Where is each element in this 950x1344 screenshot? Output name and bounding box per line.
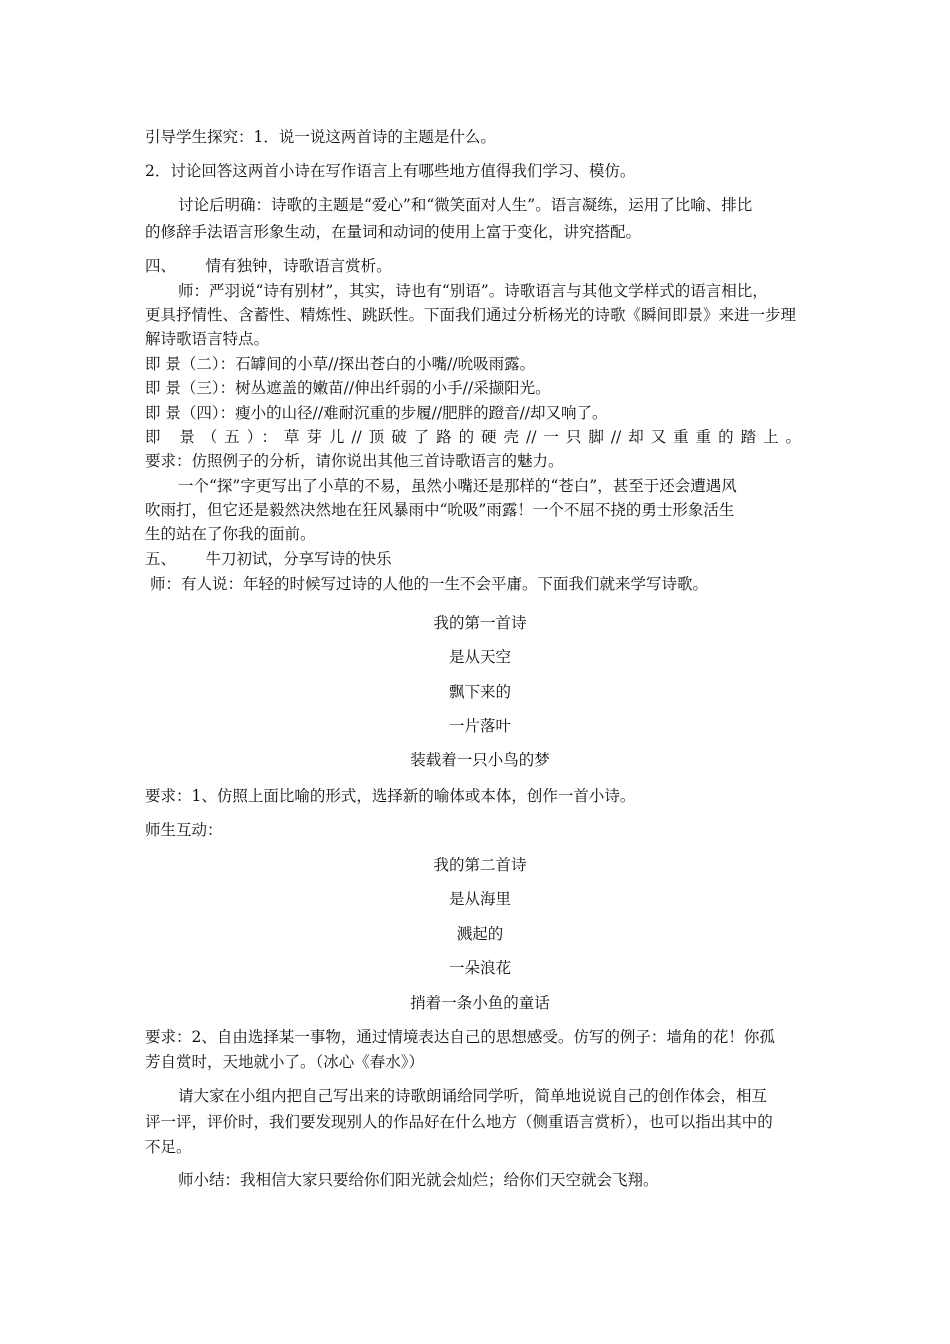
second-poem-line-4: 一朵浪花 <box>448 959 511 977</box>
analysis-line-2: 更具抒情性、含蓄性、精炼性、跳跃性。下面我们通过分析杨光的诗歌《瞬间即景》来进一步理 <box>145 306 797 324</box>
section-4-heading: 四、 情有独钟，诗歌语言赏析。 <box>145 257 392 275</box>
group-line-2: 评一评，评价时，我们要发现别人的作品好在什么地方（侧重语言赏析），也可以指出其中的 <box>145 1113 773 1131</box>
first-poem-line-2: 是从天空 <box>448 648 511 666</box>
teacher-summary: 师小结：我相信大家只要给你们阳光就会灿烂；给你们天空就会飞翔。 <box>178 1171 659 1189</box>
section-5-heading: 五、 牛刀初试，分享写诗的快乐 <box>145 550 392 568</box>
analysis-line-3: 解诗歌语言特点。 <box>145 330 270 348</box>
requirement-2-line-1: 要求：2、自由选择某一事物，通过情境表达自己的思想感受。仿写的例子：墙角的花！你孤 <box>145 1028 775 1046</box>
second-poem-line-3: 溅起的 <box>456 925 504 943</box>
poem-line-2: 即 景（二）：石罅间的小草//探出苍白的小嘴//吮吸雨露。 <box>145 355 536 373</box>
first-poem-line-1: 我的第一首诗 <box>433 614 527 632</box>
example-line-1: 一个“探”字更写出了小草的不易，虽然小嘴还是那样的“苍白”，甚至于还会遭遇风 <box>178 477 737 495</box>
group-line-3: 不足。 <box>145 1138 192 1156</box>
teacher-write-line: 师：有人说：年轻的时候写过诗的人他的一生不会平庸。下面我们就来学写诗歌。 <box>150 575 709 593</box>
analysis-line-1: 师：严羽说“诗有别材”，其实，诗也有“别语”。诗歌语言与其他文学样式的语言相比， <box>178 282 768 300</box>
first-poem-line-5: 装载着一只小鸟的梦 <box>410 751 550 769</box>
inquiry-line-1: 引导学生探究：1．说一说这两首诗的主题是什么。 <box>145 128 496 146</box>
poem-line-5: 即 景（五）：草芽儿//顶破了路的硬壳//一只脚//却又重重的踏上。 <box>145 428 801 446</box>
example-line-3: 生的站在了你我的面前。 <box>145 525 316 543</box>
group-line-1: 请大家在小组内把自己写出来的诗歌朗诵给同学听，简单地说说自己的创作体会，相互 <box>178 1087 768 1105</box>
inquiry-line-2: 2．讨论回答这两首小诗在写作语言上有哪些地方值得我们学习、模仿。 <box>145 162 636 180</box>
second-poem-line-5: 捎着一条小鱼的童话 <box>410 994 550 1012</box>
requirement-1: 要求：1、仿照上面比喻的形式，选择新的喻体或本体，创作一首小诗。 <box>145 787 636 805</box>
analysis-requirement: 要求：仿照例子的分析，请你说出其他三首诗歌语言的魅力。 <box>145 452 564 470</box>
first-poem-line-3: 飘下来的 <box>448 683 511 701</box>
interaction-label: 师生互动： <box>145 821 223 839</box>
clarify-line-2: 的修辞手法语言形象生动，在量词和动词的使用上富于变化，讲究搭配。 <box>145 223 642 241</box>
requirement-2-line-2: 芳自赏时，天地就小了。（冰心《春水》） <box>145 1053 425 1071</box>
first-poem-line-4: 一片落叶 <box>448 717 511 735</box>
clarify-line-1: 讨论后明确：诗歌的主题是“爱心”和“微笑面对人生”。语言凝练，运用了比喻、排比 <box>178 196 753 214</box>
example-line-2: 吹雨打，但它还是毅然决然地在狂风暴雨中“吮吸”雨露！一个不屈不挠的勇士形象活生 <box>145 501 735 519</box>
second-poem-line-1: 我的第二首诗 <box>433 856 527 874</box>
second-poem-line-2: 是从海里 <box>448 890 511 908</box>
poem-line-3: 即 景（三）：树丛遮盖的嫩苗//伸出纤弱的小手//采撷阳光。 <box>145 379 551 397</box>
poem-line-4: 即 景（四）：瘦小的山径//难耐沉重的步履//肥胖的蹬音//却又响了。 <box>145 404 608 422</box>
